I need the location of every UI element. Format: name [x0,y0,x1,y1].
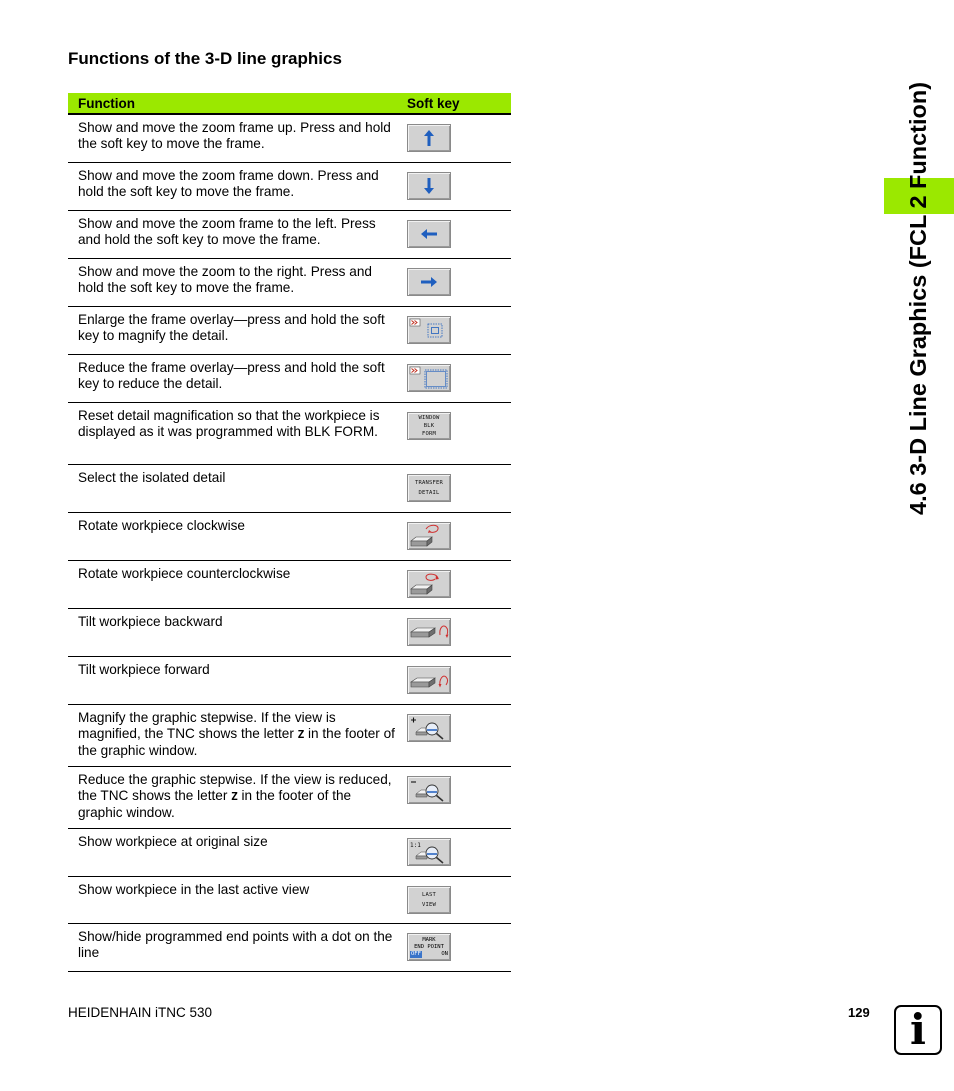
function-description: Show and move the zoom frame down. Press and hold the soft key to move the frame. [78,168,379,199]
frame-reduce-icon [408,365,450,391]
functions-table [68,93,511,972]
softkey-last-view[interactable] [407,886,451,914]
arrow-right-icon [419,276,439,288]
softkey-zoom-frame-up[interactable] [407,124,451,152]
table-row [68,609,511,657]
toggle-off-state: OFF [411,950,421,957]
softkey-label: WINDOW BLK FORM [418,415,440,437]
table-row [68,465,511,513]
frame-enlarge-icon [408,317,450,343]
softkey-zoom-in[interactable] [407,714,451,742]
info-icon: i [894,1005,942,1055]
table-row [68,767,511,829]
function-description: Tilt workpiece backward [78,614,223,629]
softkey-transfer-detail[interactable] [407,474,451,502]
softkey-mark-end-point-toggle[interactable] [407,933,451,961]
function-description: Enlarge the frame overlay—press and hold the soft key to magnify the detail. [78,312,385,343]
function-description: Show and move the zoom frame up. Press and hold the soft key to move the frame. [78,120,391,151]
softkey-label: 1:1 [410,842,421,849]
table-row [68,829,511,877]
table-row [68,924,511,972]
zoom-out-icon [408,777,450,803]
softkey-reduce-frame[interactable] [407,364,451,392]
footer-letter: Z [231,790,238,803]
softkey-enlarge-frame[interactable] [407,316,451,344]
section-heading: Functions of the 3-D line graphics [68,49,342,68]
footer-product-name: HEIDENHAIN iTNC 530 [68,1005,213,1020]
softkey-tilt-forward[interactable] [407,666,451,694]
function-description: Rotate workpiece clockwise [78,518,245,533]
tilt-backward-icon [408,619,450,645]
softkey-original-size[interactable] [407,838,451,866]
softkey-window-blk-form[interactable] [407,412,451,440]
function-description: Show workpiece in the last active view [78,882,310,897]
function-description: Show workpiece at original size [78,834,268,849]
column-header-function: Function [78,95,135,111]
zoom-in-icon [408,715,450,741]
softkey-label: MARK END POINT OFF ON [411,936,448,957]
softkey-rotate-counterclockwise[interactable] [407,570,451,598]
function-description: Magnify the graphic stepwise. If the view is magnified, the TNC shows the letter Z in the footer of the graphic window. [78,710,395,758]
table-header [68,93,511,115]
function-description: Show/hide programmed end points with a dot on the line [78,929,393,960]
softkey-zoom-frame-down[interactable] [407,172,451,200]
footer-letter: Z [297,728,305,741]
function-description: Select the isolated detail [78,470,226,485]
table-row [68,705,511,767]
table-row [68,259,511,307]
function-description: Show and move the zoom to the right. Press and hold the soft key to move the frame. [78,264,372,295]
softkey-tilt-backward[interactable] [407,618,451,646]
table-row [68,211,511,259]
column-header-softkey: Soft key [407,95,460,111]
table-row [68,163,511,211]
function-description: Reduce the graphic stepwise. If the view is reduced, the TNC shows the letter Z in the footer of the graphic window. [78,772,392,820]
arrow-left-icon [419,228,439,240]
arrow-up-icon [422,128,436,148]
function-description: Rotate workpiece counterclockwise [78,566,291,581]
rotate-clockwise-icon [408,523,450,549]
table-row [68,403,511,465]
table-row [68,513,511,561]
softkey-zoom-out[interactable] [407,776,451,804]
softkey-zoom-frame-left[interactable] [407,220,451,248]
zoom-original-icon [408,839,450,865]
softkey-label: TRANSFER DETAIL [414,480,444,496]
rotate-counterclockwise-icon [408,571,450,597]
tilt-forward-icon [408,667,450,693]
softkey-zoom-frame-right[interactable] [407,268,451,296]
softkey-rotate-clockwise[interactable] [407,522,451,550]
function-description: Tilt workpiece forward [78,662,210,677]
function-description: Reduce the frame overlay—press and hold the soft key to reduce the detail. [78,360,385,391]
arrow-down-icon [422,176,436,196]
table-row [68,115,511,163]
function-description: Show and move the zoom frame to the left. Press and hold the soft key to move the frame. [78,216,376,247]
table-row [68,877,511,924]
table-row [68,657,511,705]
page-number: 129 [848,1005,870,1020]
table-row [68,355,511,403]
function-description: Reset detail magnification so that the workpiece is displayed as it was programmed with BLK FORM. [78,408,380,439]
table-row [68,307,511,355]
toggle-on-state: ON [441,950,448,957]
softkey-label: LAST VIEW [421,892,437,908]
table-row [68,561,511,609]
